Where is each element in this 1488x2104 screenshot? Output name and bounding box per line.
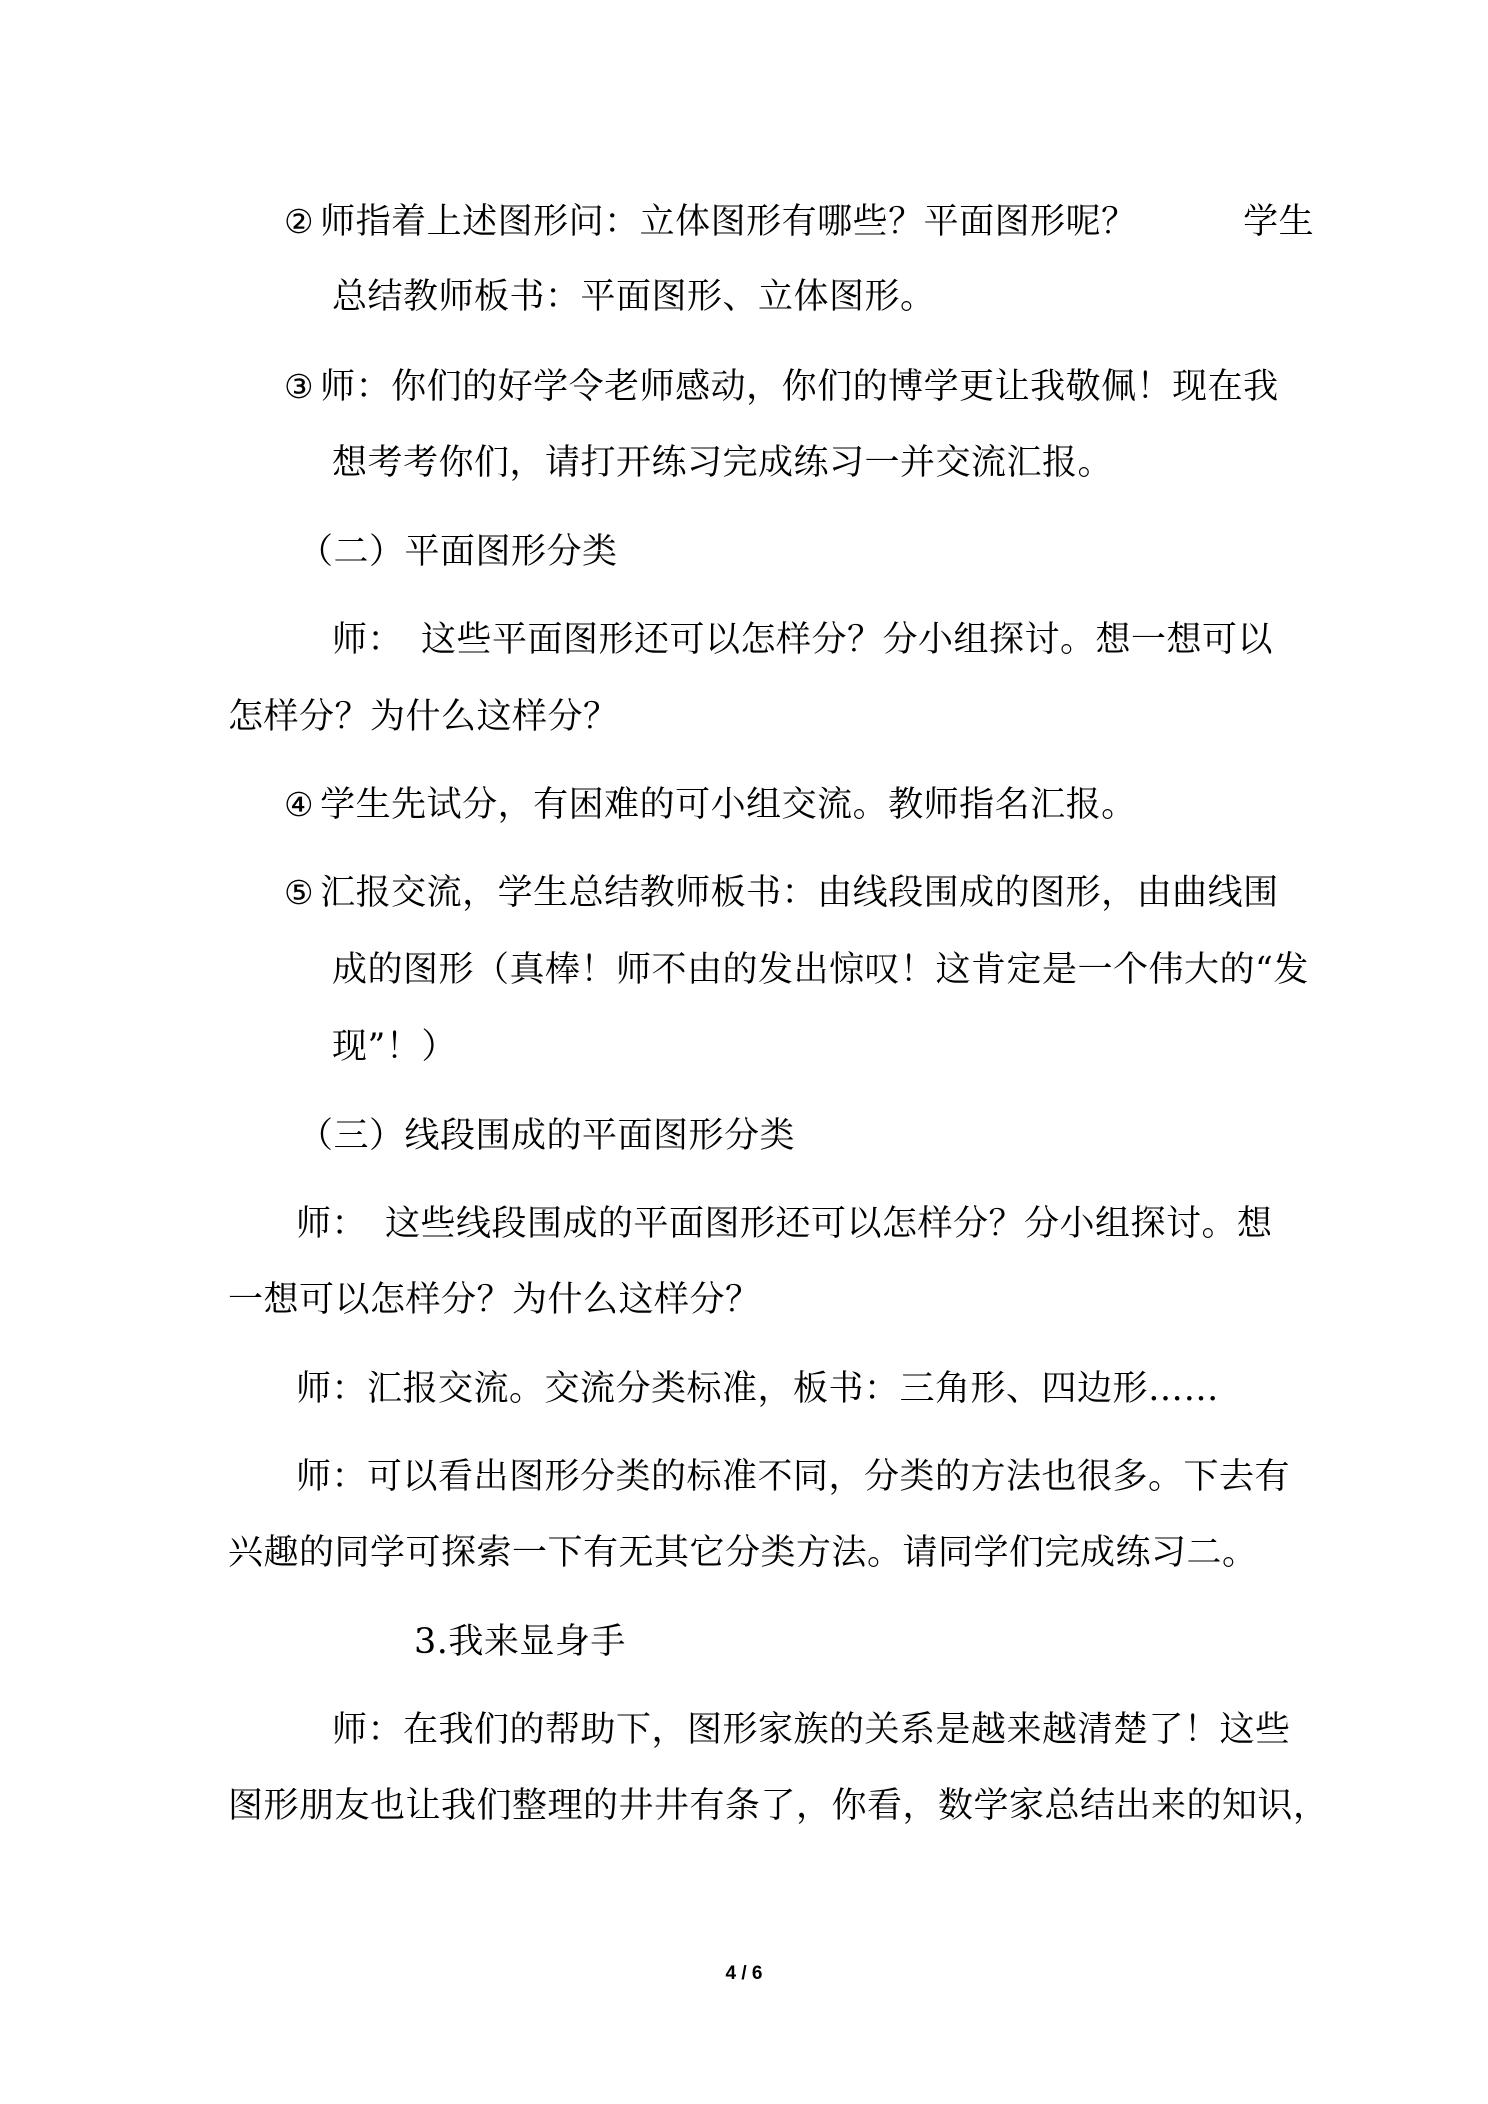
paragraph-line [228, 1533, 1258, 1573]
paragraph-text: 图形朋友也让我们整理的井井有条了，你看，数学家总结出来的知识， [228, 1786, 1329, 1826]
paragraph-line [332, 1027, 457, 1067]
list-item-3 [284, 367, 1279, 407]
heading-text: （三）线段围成的平面图形分类 [298, 1116, 796, 1156]
list-marker: ④ [284, 785, 315, 824]
paragraph-line [332, 1710, 1291, 1750]
paragraph-line [296, 1204, 1273, 1244]
list-item-5 [284, 873, 1279, 913]
list-item-4 [284, 785, 1137, 825]
paragraph-line [296, 1369, 1219, 1409]
paragraph-line [332, 950, 1309, 990]
section-heading [414, 1622, 626, 1662]
page-number: 4 / 6 [725, 1963, 763, 1984]
paragraph-text: 师：你们的好学令老师感动，你们的博学更让我敬佩！现在我 [320, 367, 1279, 407]
paragraph-text: 兴趣的同学可探索一下有无其它分类方法。请同学们完成练习二。 [228, 1533, 1258, 1573]
heading-text: （二）平面图形分类 [298, 532, 618, 572]
list-item-2 [284, 202, 1314, 242]
paragraph-text: 师： 这些平面图形还可以怎样分？分小组探讨。想一想可以 [332, 620, 1274, 660]
paragraph-line [332, 620, 1273, 660]
list-marker: ③ [284, 367, 315, 406]
paragraph-text: 师指着上述图形问：立体图形有哪些？平面图形呢？ 学生 [320, 202, 1315, 242]
paragraph-text: 怎样分？为什么这样分？ [228, 697, 619, 737]
paragraph-line [296, 1457, 1290, 1497]
paragraph-text: 学生先试分，有困难的可小组交流。教师指名汇报。 [320, 785, 1137, 825]
paragraph-line [228, 697, 619, 737]
paragraph-line [228, 1280, 761, 1320]
paragraph-line [228, 1786, 1329, 1826]
paragraph-text: 一想可以怎样分？为什么这样分？ [228, 1280, 761, 1320]
paragraph-text: 总结教师板书：平面图形、立体图形。 [332, 277, 936, 317]
paragraph-text: 现”！） [332, 1027, 457, 1067]
paragraph-text: 想考考你们，请打开练习完成练习一并交流汇报。 [332, 443, 1114, 483]
list-marker: ⑤ [284, 873, 315, 912]
paragraph-text: 师： 这些线段围成的平面图形还可以怎样分？分小组探讨。想 [296, 1204, 1273, 1244]
paragraph-text: 汇报交流，学生总结教师板书：由线段围成的图形，由曲线围 [320, 873, 1279, 913]
paragraph-text: 成的图形（真棒！师不由的发出惊叹！这肯定是一个伟大的“发 [332, 950, 1309, 990]
paragraph-text: 师：汇报交流。交流分类标准，板书：三角形、四边形…… [296, 1369, 1220, 1409]
section-heading [298, 532, 618, 572]
paragraph-line [332, 443, 1113, 483]
paragraph-text: 师：在我们的帮助下，图形家族的关系是越来越清楚了！这些 [332, 1710, 1291, 1750]
paragraph-text: 师：可以看出图形分类的标准不同，分类的方法也很多。下去有 [296, 1457, 1291, 1497]
list-marker: ② [284, 202, 315, 241]
paragraph-line [332, 277, 936, 317]
section-heading [298, 1116, 795, 1156]
heading-text: 3.我来显身手 [414, 1622, 626, 1662]
